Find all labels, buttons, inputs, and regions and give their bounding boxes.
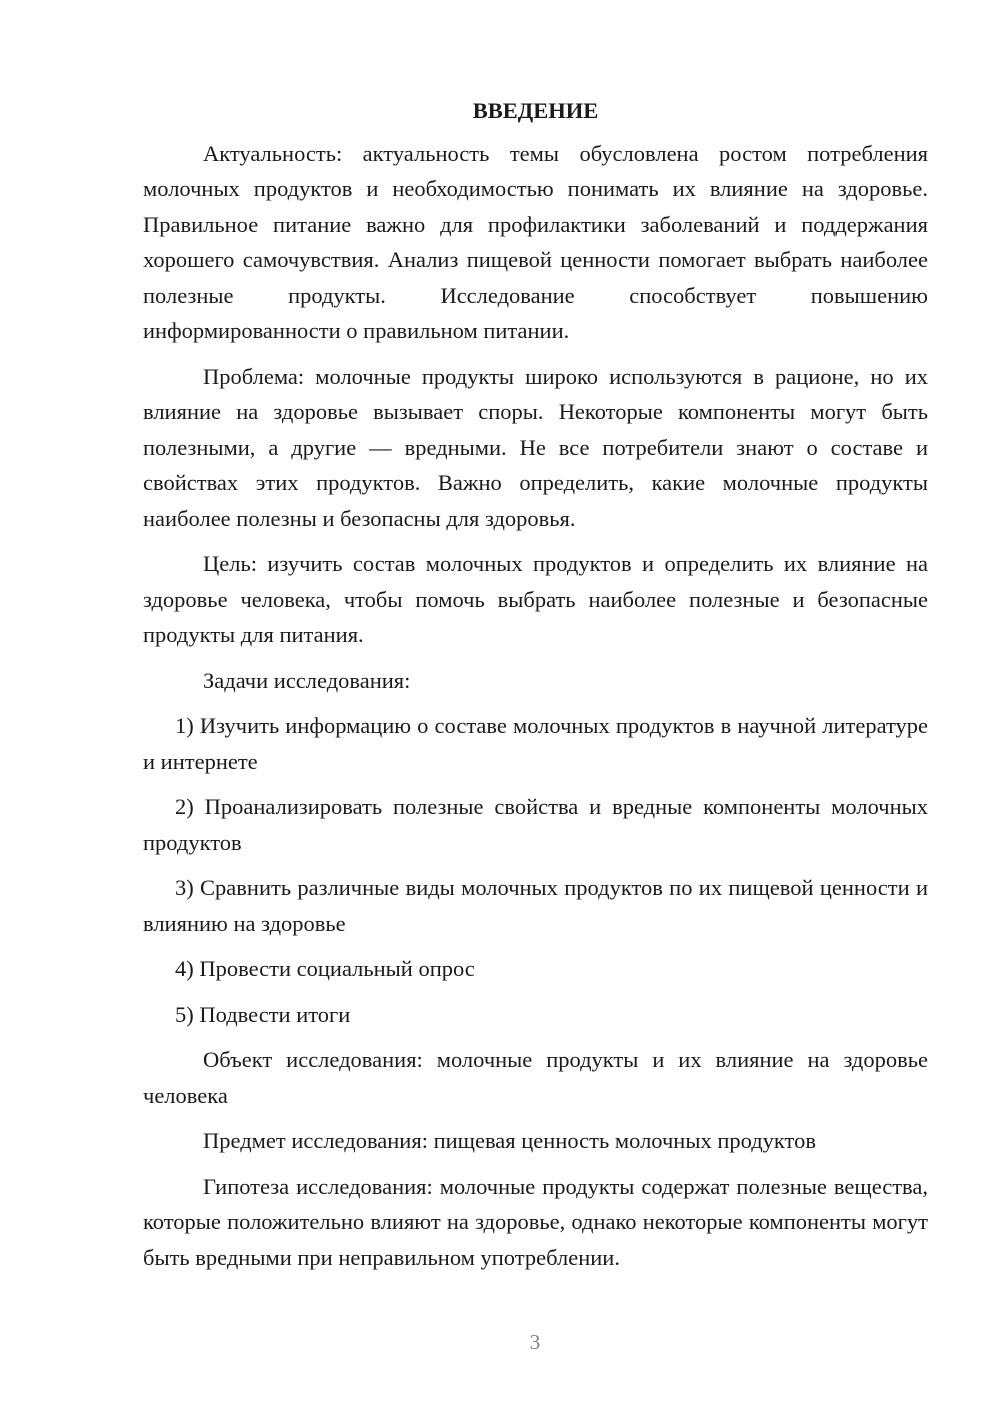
tasks-heading: Задачи исследования: (203, 667, 411, 693)
section-heading: ВВЕДЕНИЕ (472, 98, 599, 123)
task-item: 1) Изучить информацию о составе молочных продуктов в научной литературе и интернете (143, 713, 928, 774)
task-item: 2) Проанализировать полезные свойства и вредные компоненты молочных продуктов (143, 794, 928, 855)
problem-paragraph: Проблема: молочные продукты широко используются в рационе, но их влияние на здоровье вызывает споры. Некоторые компоненты могут быть полезными, а другие — вредными. Не все потребители знают о составе и свойствах этих продуктов. Важно определить, какие молочные продукты наиболее полезны и безопасны для здоровья. (143, 363, 928, 531)
hypothesis-paragraph: Гипотеза исследования: молочные продукты содержат полезные вещества, которые положительно влияют на здоровье, однако некоторые компоненты могут быть вредными при неправильном употреблении. (143, 1173, 928, 1270)
research-subject-paragraph: Предмет исследования: пищевая ценность молочных продуктов (203, 1128, 816, 1153)
page-number: 3 (529, 1330, 541, 1354)
task-item: 5) Подвести итоги (175, 1001, 351, 1027)
page-content (143, 93, 928, 1275)
task-item: 3) Сравнить различные виды молочных продуктов по их пищевой ценности и влиянию на здоровье (143, 875, 928, 936)
research-object-paragraph: Объект исследования: молочные продукты и их влияние на здоровье человека (143, 1047, 928, 1108)
relevance-paragraph: Актуальность: актуальность темы обусловлена ростом потребления молочных продуктов и необходимостью понимать их влияние на здоровье. Правильное питание важно для профилактики заболеваний и поддержания хорошего самочувствия. Анализ пищевой ценности помогает выбрать наиболее полезные продукты. Исследование способствует повышению информированности о правильном питании. (143, 140, 928, 343)
goal-paragraph: Цель: изучить состав молочных продуктов и определить их влияние на здоровье человека, чтобы помочь выбрать наиболее полезные и безопасные продукты для питания. (143, 551, 928, 647)
task-item: 4) Провести социальный опрос (175, 956, 475, 981)
